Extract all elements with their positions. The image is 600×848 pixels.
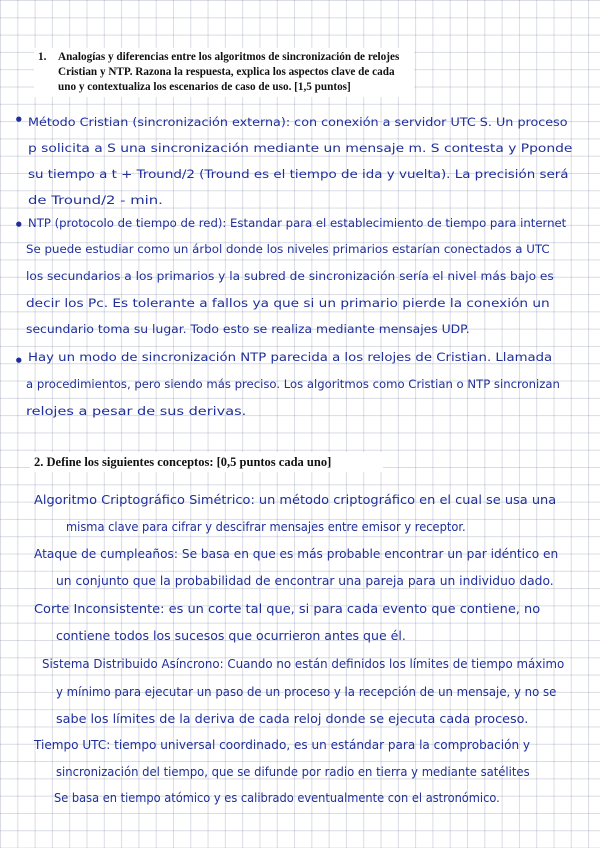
answer-2-line: Ataque de cumpleaños: Se basa en que es más probable encontrar un par idéntico en — [34, 546, 559, 561]
answer-1-line: los secundarios a los primarios y la subred de sincronización sería el nivel más bajo es — [26, 270, 554, 283]
question-2-text: Define los siguientes conceptos: [0,5 puntos cada uno] — [46, 455, 332, 469]
bullet-cristian: • — [14, 111, 24, 129]
answer-1-line: de Tround/2 - min. — [28, 194, 163, 207]
answer-2-line: Se basa en tiempo atómico y es calibrado eventualmente con el astronómico. — [54, 790, 500, 805]
answer-1-line: Se puede estudiar como un árbol donde los niveles primarios estarían conectados a UTC — [26, 243, 550, 256]
answer-2-line: y mínimo para ejecutar un paso de un proceso y la recepción de un mensaje, y no se — [56, 684, 557, 699]
answer-1-line: a procedimientos, pero siendo más preciso. Los algoritmos como Cristian o NTP sincronizan — [26, 378, 560, 391]
answer-1-line: Método Cristian (sincronización externa): con conexión a servidor UTC S. Un proceso — [28, 116, 568, 129]
answer-2-line: Corte Inconsistente: es un corte tal que, si para cada evento que contiene, no — [34, 601, 541, 616]
answer-2-line: contiene todos los sucesos que ocurrieron antes que él. — [56, 628, 406, 643]
answer-1-line: p solicita a S una sincronización mediante un mensaje m. S contesta y Pponde — [28, 142, 573, 155]
answer-2-line: misma clave para cifrar y descifrar mensajes entre emisor y receptor. — [66, 519, 466, 534]
answer-2-line: Sistema Distribuido Asíncrono: Cuando no están definidos los límites de tiempo máximo — [42, 656, 565, 671]
question-2 — [30, 452, 383, 472]
answer-1-line: relojes a pesar de sus derivas. — [26, 405, 247, 418]
answer-2-line: sabe los límites de la deriva de cada reloj donde se ejecuta cada proceso. — [56, 711, 529, 726]
answer-2-line: un conjunto que la probabilidad de encontrar una pareja para un individuo dado. — [56, 573, 554, 588]
answer-1-line: decir los Pc. Es tolerante a fallos ya que si un primario pierde la conexión un — [26, 297, 550, 310]
answer-1-line: Hay un modo de sincronización NTP parecida a los relojes de Cristian. Llamada — [28, 351, 553, 364]
question-2-number: 2. — [34, 455, 44, 469]
bullet-ntp: • — [14, 216, 24, 234]
bullet-modo: • — [14, 352, 24, 370]
answer-2-line: sincronización del tiempo, que se difunde por radio en tierra y mediante satélites — [56, 764, 530, 779]
question-1-number: 1. — [38, 51, 47, 63]
answer-2-line: Tiempo UTC: tiempo universal coordinado, es un estándar para la comprobación y — [34, 737, 531, 752]
answer-1-line: secundario toma su lugar. Todo esto se realiza mediante mensajes UDP. — [26, 323, 470, 336]
answer-1-line: su tiempo a t + Tround/2 (Tround es el tiempo de ida y vuelta). La precisión será — [28, 168, 569, 181]
question-1 — [34, 48, 414, 97]
answer-1-line: NTP (protocolo de tiempo de red): Estandar para el establecimiento de tiempo para internet — [28, 217, 567, 230]
question-1-text: Analogías y diferencias entre los algoritmos de sincronización de relojes Cristian y NTP. Razona la respuesta, explica los aspectos clave de cada uno y contextualiza los escenarios de caso de uso. [1,5 puntos] — [58, 51, 400, 93]
answer-2-line: Algoritmo Criptográfico Simétrico: un método criptográfico en el cual se usa una — [34, 492, 557, 507]
